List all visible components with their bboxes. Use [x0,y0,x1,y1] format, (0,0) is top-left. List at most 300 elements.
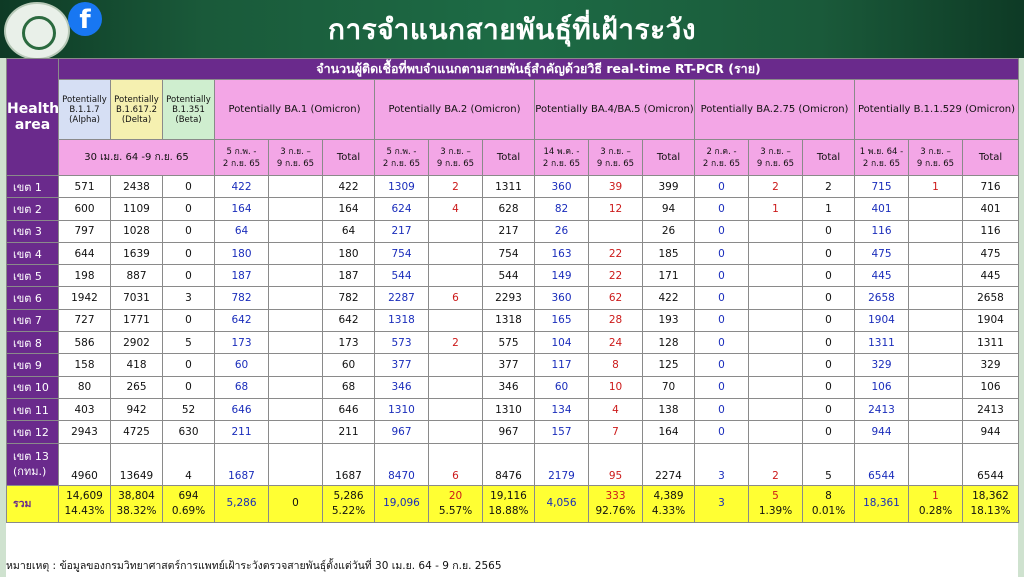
table-cell: 6 [429,287,483,309]
table-cell: 360 [535,287,589,309]
table-cell: 0 [163,376,215,398]
table-cell: 754 [375,242,429,264]
table-cell: 1318 [483,309,535,331]
table-cell: 1309 [375,176,429,198]
table-cell: 887 [111,265,163,287]
table-cell: 22 [589,242,643,264]
table-cell: 0 [163,176,215,198]
table-cell [749,309,803,331]
table-cell: 64 [323,220,375,242]
table-cell: 104 [535,332,589,354]
table-cell: 149 [535,265,589,287]
table-cell: 26 [643,220,695,242]
table-cell [749,287,803,309]
table-cell: 0 [163,220,215,242]
table-cell: 8 [589,354,643,376]
table-cell: 68 [323,376,375,398]
table-cell: 2287 [375,287,429,309]
beta-header: Potentially B.1.351 (Beta) [163,80,215,140]
table-cell [429,354,483,376]
table-cell [749,398,803,420]
early-period-header: 30 เม.ย. 64 -9 ก.ย. 65 [59,140,215,176]
table-cell: 346 [375,376,429,398]
table-cell: 164 [215,198,269,220]
table-cell: 68 [215,376,269,398]
table-cell: 2 [749,443,803,485]
table-cell: 2 [749,176,803,198]
table-cell: 116 [963,220,1019,242]
table-cell: 0 [803,398,855,420]
table-cell [909,198,963,220]
table-cell: 0 [803,265,855,287]
ba275-header: Potentially BA.2.75 (Omicron) [695,80,855,140]
table-cell: 0 [695,242,749,264]
table-cell: 8476 [483,443,535,485]
table-cell [909,332,963,354]
table-cell: 1310 [483,398,535,420]
table-cell: 116 [855,220,909,242]
b11529-p2: 3 ก.ย. – 9 ก.ย. 65 [909,140,963,176]
table-cell: 80 [59,376,111,398]
table-cell: 0 [803,354,855,376]
table-cell [909,443,963,485]
table-cell: 0 [803,242,855,264]
table-cell: 94 [643,198,695,220]
ba2-total-header: Total [483,140,535,176]
table-cell: 360 [535,176,589,198]
table-cell [269,354,323,376]
table-cell [749,421,803,443]
table-cell: 0 [695,198,749,220]
table-cell: 60 [323,354,375,376]
table-cell: 715 [855,176,909,198]
table-cell: 211 [323,421,375,443]
table-cell: 52 [163,398,215,420]
table-cell: 2293 [483,287,535,309]
table-cell: 0 [803,220,855,242]
table-cell: 1311 [483,176,535,198]
table-cell: 187 [215,265,269,287]
table-row [7,398,1019,420]
table-cell: 644 [59,242,111,264]
table-cell: 1109 [111,198,163,220]
table-cell: 5 [163,332,215,354]
facebook-icon[interactable]: f [68,2,102,36]
table-cell: 1311 [855,332,909,354]
table-cell: 0 [695,220,749,242]
table-row [7,287,1019,309]
table-cell: 329 [963,354,1019,376]
table-cell [909,376,963,398]
table-cell: 164 [323,198,375,220]
sum-cell: 5 1.39% [749,485,803,522]
table-cell: 445 [963,265,1019,287]
table-cell: 3 [163,287,215,309]
ba2-p2: 3 ก.ย. – 9 ก.ย. 65 [429,140,483,176]
table-cell: 727 [59,309,111,331]
table-cell: 2658 [963,287,1019,309]
area-label: เขต 3 [7,220,59,242]
b11529-header: Potentially B.1.1.529 (Omicron) [855,80,1019,140]
sum-cell: 0 [269,485,323,522]
table-cell: 163 [535,242,589,264]
table-cell [909,309,963,331]
table-cell [429,242,483,264]
table-cell: 2 [429,176,483,198]
table-row [7,265,1019,287]
table-cell: 62 [589,287,643,309]
table-cell: 544 [375,265,429,287]
table-cell: 942 [111,398,163,420]
table-cell: 165 [535,309,589,331]
table-cell: 1 [909,176,963,198]
table-cell: 6544 [855,443,909,485]
area-label: เขต 8 [7,332,59,354]
area-label: เขต 13 (กทม.) [7,443,59,485]
table-cell [269,242,323,264]
table-cell: 171 [643,265,695,287]
area-label: เขต 4 [7,242,59,264]
table-cell: 138 [643,398,695,420]
table-cell: 2 [429,332,483,354]
table-cell: 180 [323,242,375,264]
table-cell: 0 [803,421,855,443]
ba275-total-header: Total [803,140,855,176]
table-cell: 187 [323,265,375,287]
area-label: เขต 2 [7,198,59,220]
table-cell: 0 [695,332,749,354]
table-cell: 0 [803,332,855,354]
table-cell [749,376,803,398]
table-cell: 95 [589,443,643,485]
sum-cell: 18,361 [855,485,909,522]
sum-cell: 4,056 [535,485,589,522]
table-cell [429,421,483,443]
sum-cell: 694 0.69% [163,485,215,522]
table-cell: 1310 [375,398,429,420]
table-cell: 329 [855,354,909,376]
delta-header: Potentially B.1.617.2 (Delta) [111,80,163,140]
sum-cell: 4,389 4.33% [643,485,695,522]
alpha-header: Potentially B.1.1.7 (Alpha) [59,80,111,140]
table-cell: 117 [535,354,589,376]
table-cell [269,376,323,398]
table-cell: 646 [215,398,269,420]
table-cell: 128 [643,332,695,354]
table-cell: 265 [111,376,163,398]
table-cell [269,421,323,443]
table-row [7,332,1019,354]
table-cell: 125 [643,354,695,376]
table-cell: 754 [483,242,535,264]
table-cell: 24 [589,332,643,354]
table-cell: 475 [855,242,909,264]
table-cell: 1687 [323,443,375,485]
table-cell: 624 [375,198,429,220]
ba2-p1: 5 ก.พ. - 2 ก.ย. 65 [375,140,429,176]
table-cell: 628 [483,198,535,220]
area-label: เขต 12 [7,421,59,443]
table-cell: 82 [535,198,589,220]
table-cell: 399 [643,176,695,198]
ba45-p1: 14 พ.ค. - 2 ก.ย. 65 [535,140,589,176]
table-cell: 1942 [59,287,111,309]
table-cell [429,309,483,331]
table-cell: 198 [59,265,111,287]
table-row [7,220,1019,242]
table-cell [429,398,483,420]
table-cell: 967 [375,421,429,443]
table-cell [269,176,323,198]
table-cell: 944 [855,421,909,443]
table-cell [269,198,323,220]
table-cell: 28 [589,309,643,331]
table-cell: 0 [695,421,749,443]
table-cell: 377 [375,354,429,376]
table-cell: 0 [163,354,215,376]
sum-cell: 5,286 5.22% [323,485,375,522]
table-cell: 6 [429,443,483,485]
table-cell: 106 [963,376,1019,398]
table-cell: 60 [215,354,269,376]
table-cell [749,265,803,287]
table-cell: 544 [483,265,535,287]
table-cell: 2179 [535,443,589,485]
table-cell: 4960 [59,443,111,485]
table-cell: 2274 [643,443,695,485]
table-cell [909,398,963,420]
table-cell: 0 [695,265,749,287]
table-cell: 642 [215,309,269,331]
table-cell: 1904 [963,309,1019,331]
table-cell [429,376,483,398]
table-cell: 12 [589,198,643,220]
table-cell: 0 [163,309,215,331]
sum-cell: 38,804 38.32% [111,485,163,522]
sum-cell: 19,116 18.88% [483,485,535,522]
table-cell: 0 [695,376,749,398]
table-cell: 7 [589,421,643,443]
table-cell: 1028 [111,220,163,242]
table-cell [909,220,963,242]
table-cell: 0 [803,309,855,331]
variant-table-wrap [6,58,1018,556]
table-cell: 185 [643,242,695,264]
table-cell: 1 [749,198,803,220]
table-cell: 5 [803,443,855,485]
table-cell: 2438 [111,176,163,198]
table-cell: 630 [163,421,215,443]
table-banner: จำนวนผู้ติดเชื้อที่พบจำแนกตามสายพันธุ์สำคัญด้วยวิธี real-time RT-PCR (ราย) [59,59,1019,80]
b11529-p1: 1 พ.ย. 64 - 2 ก.ย. 65 [855,140,909,176]
table-cell: 646 [323,398,375,420]
table-cell: 642 [323,309,375,331]
table-cell: 0 [695,309,749,331]
area-label: เขต 5 [7,265,59,287]
table-cell: 3 [695,443,749,485]
sum-row [7,485,1019,522]
table-cell: 173 [323,332,375,354]
table-cell [909,265,963,287]
table-cell [269,309,323,331]
table-cell: 173 [215,332,269,354]
table-cell: 403 [59,398,111,420]
table-row [7,176,1019,198]
table-cell: 586 [59,332,111,354]
page-title: การจำแนกสายพันธุ์ที่เฝ้าระวัง [327,13,697,46]
sum-cell: 5,286 [215,485,269,522]
table-cell: 0 [163,242,215,264]
table-cell: 0 [695,287,749,309]
sum-cell: 3 [695,485,749,522]
footnote-text: ข้อมูลของกรมวิทยาศาสตร์การแพทย์เฝ้าระวังตรวจสายพันธุ์ตั้งแต่วันที่ 30 เม.ย. 64 - 9 ก.ย. 2565 [59,560,502,572]
sum-cell: 20 5.57% [429,485,483,522]
table-cell: 60 [535,376,589,398]
ba45-p2: 3 ก.ย. – 9 ก.ย. 65 [589,140,643,176]
table-cell: 193 [643,309,695,331]
table-cell [749,220,803,242]
sum-label: รวม [7,485,59,522]
table-cell: 106 [855,376,909,398]
area-label: เขต 10 [7,376,59,398]
table-cell: 70 [643,376,695,398]
ba1-total-header: Total [323,140,375,176]
table-cell [429,265,483,287]
table-cell: 401 [855,198,909,220]
table-cell: 0 [163,198,215,220]
table-cell: 0 [803,376,855,398]
table-cell: 600 [59,198,111,220]
table-cell [269,332,323,354]
table-cell: 0 [803,287,855,309]
ba2-header: Potentially BA.2 (Omicron) [375,80,535,140]
table-cell: 157 [535,421,589,443]
table-cell: 422 [215,176,269,198]
area-label: เขต 6 [7,287,59,309]
table-cell: 2943 [59,421,111,443]
table-cell [909,354,963,376]
sum-cell: 1 0.28% [909,485,963,522]
table-cell: 4 [589,398,643,420]
variant-table [6,58,1019,523]
table-cell: 180 [215,242,269,264]
table-cell: 571 [59,176,111,198]
table-cell: 39 [589,176,643,198]
table-cell [749,242,803,264]
table-cell [909,287,963,309]
table-cell [269,265,323,287]
table-cell: 944 [963,421,1019,443]
table-cell [909,242,963,264]
table-cell: 967 [483,421,535,443]
table-cell: 797 [59,220,111,242]
table-cell [749,332,803,354]
table-cell: 377 [483,354,535,376]
table-cell: 2902 [111,332,163,354]
table-cell: 10 [589,376,643,398]
table-cell: 64 [215,220,269,242]
sum-cell: 18,362 18.13% [963,485,1019,522]
b11529-total-header: Total [963,140,1019,176]
table-row [7,354,1019,376]
table-cell: 164 [643,421,695,443]
table-cell [909,421,963,443]
table-row [7,242,1019,264]
table-row [7,309,1019,331]
table-cell [269,398,323,420]
table-cell: 716 [963,176,1019,198]
table-cell [269,287,323,309]
footnote-label: หมายเหตุ : [6,560,57,572]
ba275-p1: 2 ก.ค. - 2 ก.ย. 65 [695,140,749,176]
area-label: เขต 9 [7,354,59,376]
table-cell: 1 [803,198,855,220]
table-cell: 7031 [111,287,163,309]
table-cell: 475 [963,242,1019,264]
table-cell: 782 [215,287,269,309]
table-cell: 346 [483,376,535,398]
table-cell: 2 [803,176,855,198]
area-label: เขต 7 [7,309,59,331]
table-cell: 2413 [963,398,1019,420]
table-cell: 22 [589,265,643,287]
table-cell: 0 [695,398,749,420]
table-cell: 573 [375,332,429,354]
header-bar [0,0,1024,58]
table-cell: 0 [163,265,215,287]
area-label: เขต 1 [7,176,59,198]
table-cell: 0 [695,354,749,376]
table-cell: 158 [59,354,111,376]
table-cell [589,220,643,242]
footnote [6,557,502,574]
ba45-total-header: Total [643,140,695,176]
table-cell: 1687 [215,443,269,485]
sum-cell: 8 0.01% [803,485,855,522]
table-cell: 2658 [855,287,909,309]
table-cell: 8470 [375,443,429,485]
table-row [7,421,1019,443]
table-cell: 418 [111,354,163,376]
table-cell: 217 [483,220,535,242]
table-row [7,443,1019,485]
table-cell: 4 [429,198,483,220]
table-row [7,198,1019,220]
table-cell: 1639 [111,242,163,264]
ba275-p2: 3 ก.ย. – 9 ก.ย. 65 [749,140,803,176]
table-cell: 1318 [375,309,429,331]
table-cell: 2413 [855,398,909,420]
sum-cell: 14,609 14.43% [59,485,111,522]
table-cell: 401 [963,198,1019,220]
sum-cell: 333 92.76% [589,485,643,522]
table-cell: 782 [323,287,375,309]
table-cell: 134 [535,398,589,420]
table-cell: 211 [215,421,269,443]
table-cell: 422 [323,176,375,198]
ba1-p2: 3 ก.ย. – 9 ก.ย. 65 [269,140,323,176]
table-body [7,176,1019,523]
table-cell [749,354,803,376]
table-cell: 1904 [855,309,909,331]
table-cell: 13649 [111,443,163,485]
ba1-header: Potentially BA.1 (Omicron) [215,80,375,140]
table-cell: 1311 [963,332,1019,354]
table-cell: 26 [535,220,589,242]
table-cell: 445 [855,265,909,287]
table-cell: 575 [483,332,535,354]
table-cell: 0 [695,176,749,198]
